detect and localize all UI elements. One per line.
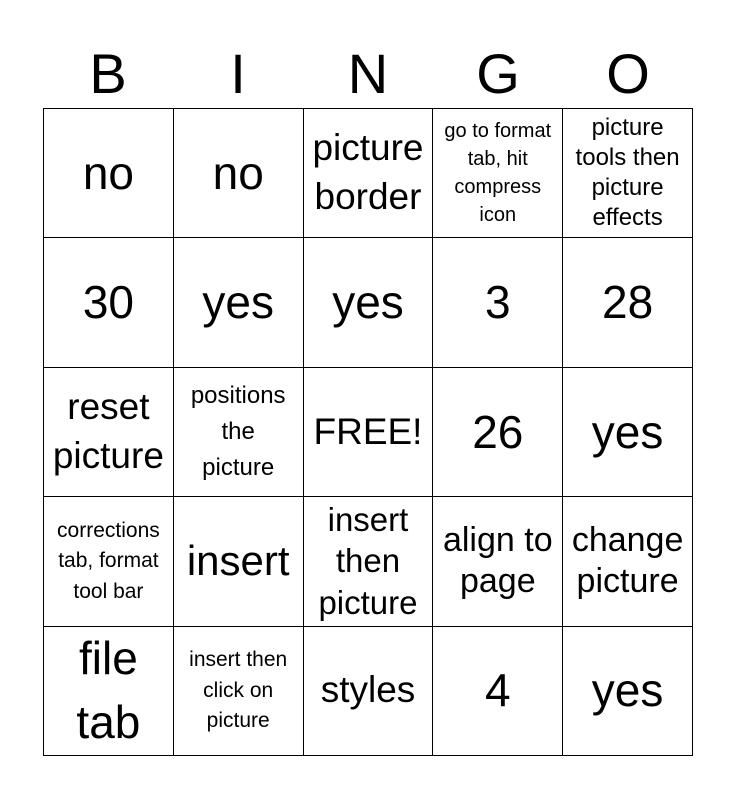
cell-text: 28 xyxy=(602,276,654,329)
cell-text: reset picture xyxy=(52,386,164,476)
cell-text: 3 xyxy=(484,276,511,329)
bingo-cell-r3-c0[interactable] xyxy=(44,497,174,626)
bingo-cell-r3-c2[interactable] xyxy=(304,497,434,626)
bingo-cell-r4-c2[interactable] xyxy=(304,627,434,756)
cell-text: yes xyxy=(591,405,664,458)
cell-text: insert xyxy=(186,537,290,585)
bingo-cell-r0-c1[interactable] xyxy=(174,109,304,238)
header-letter-g: G xyxy=(476,42,520,105)
cell-text: yes xyxy=(591,664,664,717)
free-space-cell[interactable] xyxy=(304,368,434,497)
cell-text: styles xyxy=(320,669,416,711)
bingo-cell-r1-c0[interactable] xyxy=(44,238,174,367)
bingo-cell-r0-c3[interactable] xyxy=(433,109,563,238)
bingo-cell-r3-c3[interactable] xyxy=(433,497,563,626)
header-letter-o: O xyxy=(606,42,650,105)
cell-text: yes xyxy=(202,276,274,329)
bingo-cell-r4-c0[interactable] xyxy=(44,627,174,756)
bingo-cell-r1-c2[interactable] xyxy=(304,238,434,367)
bingo-cell-r4-c1[interactable] xyxy=(174,627,304,756)
cell-text: change picture xyxy=(571,520,684,601)
bingo-cell-r0-c0[interactable] xyxy=(44,109,174,238)
cell-text: insert then click on picture xyxy=(189,648,288,732)
bingo-cell-r4-c4[interactable] xyxy=(563,627,693,756)
bingo-header xyxy=(43,40,693,108)
bingo-cell-r1-c3[interactable] xyxy=(433,238,563,367)
cell-text: align to page xyxy=(442,520,553,601)
bingo-cell-r4-c3[interactable] xyxy=(433,627,563,756)
bingo-cell-r2-c3[interactable] xyxy=(433,368,563,497)
cell-text: FREE! xyxy=(313,410,423,452)
cell-text: 4 xyxy=(484,664,511,717)
header-letter-i: I xyxy=(230,42,246,105)
bingo-cell-r0-c2[interactable] xyxy=(304,109,434,238)
header-letter-b: B xyxy=(89,42,127,105)
cell-text: picture tools then picture effects xyxy=(575,114,680,232)
cell-text: insert then picture xyxy=(318,500,418,622)
cell-text: picture border xyxy=(312,127,424,218)
bingo-cell-r0-c4[interactable] xyxy=(563,109,693,238)
bingo-cell-r2-c0[interactable] xyxy=(44,368,174,497)
cell-text: no xyxy=(82,146,134,199)
cell-text: 30 xyxy=(82,276,134,329)
bingo-cell-r1-c1[interactable] xyxy=(174,238,304,367)
cell-text: positions the picture xyxy=(190,381,286,481)
bingo-cell-r3-c4[interactable] xyxy=(563,497,693,626)
bingo-cell-r3-c1[interactable] xyxy=(174,497,304,626)
bingo-cell-r2-c4[interactable] xyxy=(563,368,693,497)
bingo-cell-r1-c4[interactable] xyxy=(563,238,693,367)
cell-text: yes xyxy=(332,276,404,329)
bingo-cell-r2-c1[interactable] xyxy=(174,368,304,497)
cell-text: file tab xyxy=(76,632,141,748)
cell-text: no xyxy=(212,146,264,199)
header-letter-n: N xyxy=(347,42,389,105)
cell-text: corrections tab, format tool bar xyxy=(57,518,160,603)
cell-text: 26 xyxy=(472,405,524,458)
bingo-board xyxy=(43,108,693,756)
cell-text: go to format tab, hit compress icon xyxy=(444,120,552,227)
